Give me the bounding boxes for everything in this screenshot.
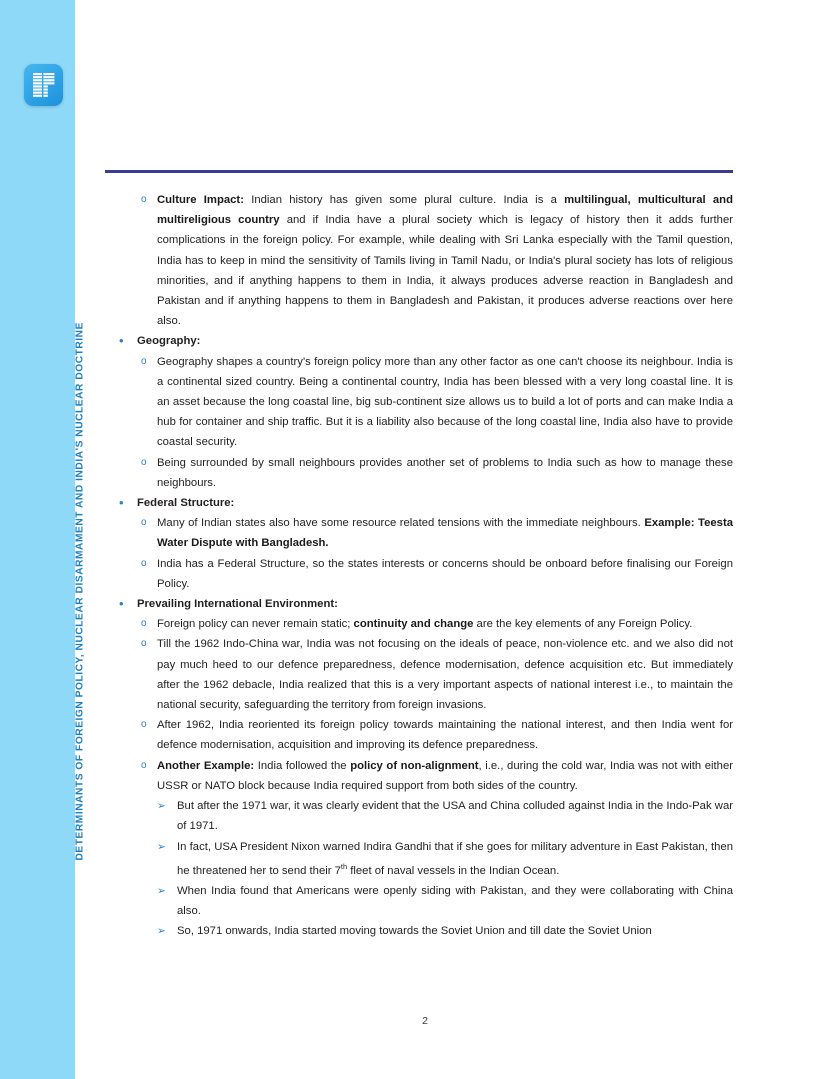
bullet-marker-icon: • — [119, 596, 124, 612]
bullet-marker-icon: o — [141, 638, 147, 650]
list-item-text: Culture Impact: Indian history has given some plural culture. India is a multilingual, multicultural and multireligious country and if India have a plural society which is legacy of history then it adds further complications in the foreign policy. For example, while dealing with Sri Lanka especially with the Tamil question, India has to keep in mind the sensitivity of Tamils living in Tamil Nadu, or India's plural society has lots of religious minorities, and if anything happens to them in India, it always produces adverse reaction in Bangladesh and Pakistan and if anything happens to them in Bangladesh and Pakistan, it produces adverse reactions over here also. — [157, 194, 733, 328]
bullet-marker-icon: ➢ — [157, 884, 166, 897]
list-item — [105, 837, 733, 881]
list-item-text: India has a Federal Structure, so the states interests or concerns should be onboard before finalising our Foreign Policy. — [157, 557, 733, 590]
page-number: 2 — [422, 1015, 428, 1027]
bullet-marker-icon: • — [119, 495, 124, 511]
list-item — [105, 493, 733, 513]
list-item-text: When India found that Americans were openly siding with Pakistan, and they were collaborating with China also. — [177, 884, 733, 917]
list-item-text: But after the 1971 war, it was clearly evident that the USA and China colluded against India in the Indo-Pak war of 1971. — [177, 800, 733, 833]
list-item-text: Till the 1962 Indo-China war, India was not focusing on the ideals of peace, non-violence etc. and we also did not pay much heed to our defence preparedness, defence modernisation, defence acquisition etc. But immediately after the 1962 debacle, India realized that this is a very important aspects of national interest i.e., to maintain the national security, safeguarding the territory from foreign invasions. — [157, 638, 733, 712]
chapter-title-vertical: DETERMINANTS OF FOREIGN POLICY, NUCLEAR DISARMAMENT AND INDIA'S NUCLEAR DOCTRINE — [74, 322, 86, 861]
list-item — [105, 614, 733, 634]
list-item-text: So, 1971 onwards, India started moving towards the Soviet Union and till date the Soviet Union — [177, 925, 652, 938]
list-item-text: Many of Indian states also have some resource related tensions with the immediate neighbours. Example: Teesta Water Dispute with Bangladesh. — [157, 517, 733, 550]
bullet-marker-icon: o — [141, 456, 147, 468]
publisher-logo — [24, 64, 63, 106]
content-list — [105, 190, 733, 941]
list-item-text: Prevailing International Environment: — [137, 598, 338, 611]
bullet-marker-icon: o — [141, 719, 147, 731]
list-item-text: In fact, USA President Nixon warned Indira Gandhi that if she goes for military adventure in East Pakistan, then he threatened her to send their 7th fleet of naval vessels in the Indian Ocean. — [177, 840, 733, 877]
list-item-text: Geography: — [137, 335, 201, 348]
list-item — [105, 796, 733, 836]
logo-p-icon — [33, 73, 55, 97]
bullet-marker-icon: o — [141, 557, 147, 569]
list-item-text: Being surrounded by small neighbours provides another set of problems to India such as how to manage these neighbours. — [157, 456, 733, 489]
list-item — [105, 756, 733, 796]
list-item — [105, 881, 733, 921]
list-item-text: Geography shapes a country's foreign policy more than any other factor as one can't choose its neighbour. India is a continental sized country. Being a continental country, India has been blessed with a very long coastal line. It is an asset because the long coastal line, big sub-continent size allows us to build a lot of ports and can make India a hub for container and ship traffic. But it is a liability also because of the long coastal line, India also have to provide coastal security. — [157, 355, 733, 449]
list-item — [105, 715, 733, 755]
list-item-text: Federal Structure: — [137, 497, 235, 510]
list-item — [105, 352, 733, 453]
list-item-text: After 1962, India reoriented its foreign policy towards maintaining the national interest, and then India went for defence modernisation, acquisition and improving its defence preparedness. — [157, 719, 733, 752]
bullet-marker-icon: • — [119, 333, 124, 349]
page-content — [105, 0, 745, 1079]
header-rule — [105, 170, 733, 173]
list-item — [105, 453, 733, 493]
list-item — [105, 634, 733, 715]
list-item — [105, 331, 733, 351]
list-item — [105, 921, 733, 941]
list-item-text: Foreign policy can never remain static; continuity and change are the key elements of any Foreign Policy. — [157, 618, 693, 631]
bullet-marker-icon: o — [141, 759, 147, 771]
bullet-marker-icon: o — [141, 618, 147, 630]
list-item — [105, 513, 733, 553]
list-item-text: Another Example: India followed the policy of non-alignment, i.e., during the cold war, India was not with either USSR or NATO block because India required support from both sides of the country. — [157, 759, 734, 792]
list-item — [105, 594, 733, 614]
bullet-marker-icon: ➢ — [157, 800, 166, 813]
bullet-marker-icon: ➢ — [157, 925, 166, 938]
bullet-marker-icon: o — [141, 517, 147, 529]
left-sidebar — [0, 0, 86, 1079]
bullet-marker-icon: o — [141, 194, 147, 205]
bullet-marker-icon: o — [141, 355, 147, 367]
list-item — [105, 190, 733, 331]
bullet-marker-icon: ➢ — [157, 840, 166, 853]
list-item — [105, 554, 733, 594]
